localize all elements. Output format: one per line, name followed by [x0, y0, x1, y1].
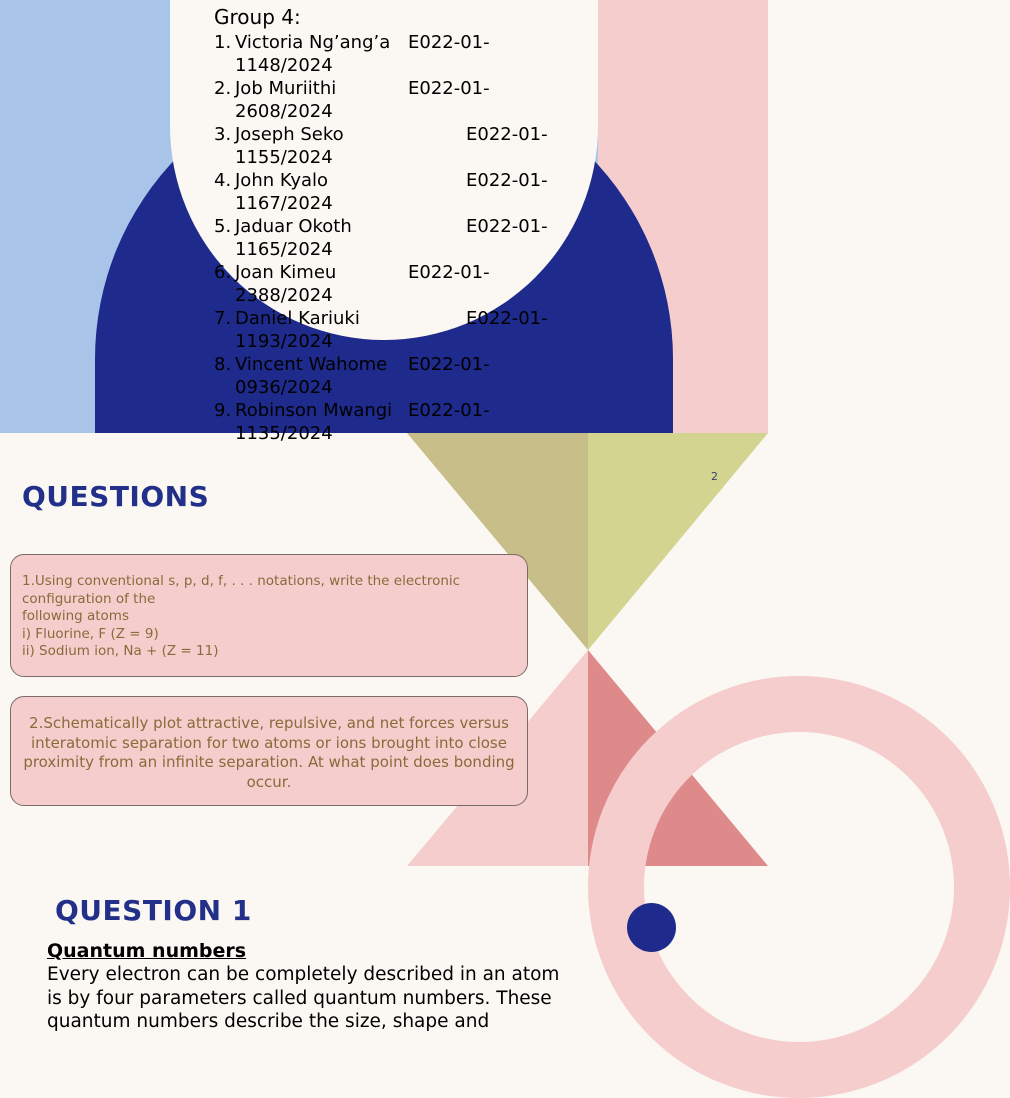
navy-dot-shape	[627, 903, 676, 952]
member-reg-prefix: E022-01-	[466, 308, 548, 329]
member-row	[214, 77, 490, 123]
body-line: is by four parameters called quantum numbers. These	[47, 987, 552, 1009]
body-line: quantum numbers describe the size, shape and	[47, 1011, 490, 1032]
member-reg-suffix: 1193/2024	[235, 331, 333, 352]
page-number: 2	[711, 470, 718, 483]
member-number: 8.	[214, 354, 232, 375]
member-row	[214, 399, 490, 445]
member-list	[214, 5, 548, 445]
member-reg-suffix: 0936/2024	[235, 377, 333, 398]
member-name: John Kyalo	[235, 170, 329, 191]
member-reg-suffix: 2388/2024	[235, 285, 333, 306]
member-name: Joseph Seko	[235, 124, 344, 145]
member-number: 4.	[214, 170, 232, 191]
member-reg-suffix: 1155/2024	[235, 147, 333, 168]
member-number: 3.	[214, 124, 232, 145]
member-reg-prefix: E022-01-	[408, 262, 490, 283]
member-number: 1.	[214, 32, 232, 53]
question-2-text: 2.Schematically plot attractive, repulsive, and net forces versus interatomic separation for two atoms or ions brought into close proximity from an infinite separation. At what point does bonding occur.	[23, 714, 515, 791]
member-name: Robinson Mwangi	[235, 400, 393, 421]
question-2-box	[10, 696, 528, 806]
member-row	[214, 31, 490, 77]
pink-ring-shape	[588, 676, 1010, 1098]
body-line: Every electron can be completely described in an atom	[47, 964, 560, 985]
lime-triangle-shape	[588, 433, 768, 650]
question-1-title: QUESTION 1	[55, 894, 252, 927]
quantum-numbers-heading: Quantum numbers	[47, 940, 247, 962]
slide-question-1	[0, 866, 768, 1032]
question-1-line: ii) Sodium ion, Na + (Z = 11)	[22, 643, 219, 659]
member-row	[214, 353, 490, 399]
member-reg-suffix: 2608/2024	[235, 101, 333, 122]
member-reg-prefix: E022-01-	[408, 354, 490, 375]
question-1-line: 1.Using conventional s, p, d, f, . . . notations, write the electronic	[22, 573, 461, 589]
slide-group-members	[0, 0, 768, 444]
member-number: 2.	[214, 78, 232, 99]
member-name: Joan Kimeu	[235, 262, 337, 283]
member-number: 5.	[214, 216, 232, 237]
member-row	[214, 307, 548, 353]
member-row	[214, 123, 548, 169]
quantum-numbers-body	[47, 963, 587, 1034]
question-1-line: i) Fluorine, F (Z = 9)	[22, 625, 159, 642]
questions-title: QUESTIONS	[22, 480, 210, 513]
member-reg-suffix: 1165/2024	[235, 239, 333, 260]
member-name: Job Muriithi	[235, 78, 337, 99]
member-reg-prefix: E022-01-	[466, 216, 548, 237]
member-name: Daniel Kariuki	[235, 308, 360, 329]
member-row	[214, 261, 490, 307]
group-title: Group 4:	[214, 5, 301, 29]
member-name: Vincent Wahome	[235, 354, 388, 375]
question-1-line: configuration of the	[22, 590, 156, 607]
member-reg-prefix: E022-01-	[466, 170, 548, 191]
member-row	[214, 215, 548, 261]
member-row	[214, 169, 548, 215]
member-name: Jaduar Okoth	[235, 216, 352, 237]
member-number: 9.	[214, 400, 232, 421]
member-number: 6.	[214, 262, 232, 283]
member-reg-suffix: 1167/2024	[235, 193, 333, 214]
member-reg-prefix: E022-01-	[466, 124, 548, 145]
member-reg-suffix: 1148/2024	[235, 55, 333, 76]
member-name: Victoria Ng’ang’a	[235, 32, 391, 53]
question-1-box	[10, 554, 528, 677]
question-1-line: following atoms	[22, 608, 129, 624]
member-reg-prefix: E022-01-	[408, 32, 490, 53]
member-reg-suffix: 1135/2024	[235, 423, 333, 444]
member-reg-prefix: E022-01-	[408, 78, 490, 99]
member-reg-prefix: E022-01-	[408, 400, 490, 421]
member-number: 7.	[214, 308, 232, 329]
